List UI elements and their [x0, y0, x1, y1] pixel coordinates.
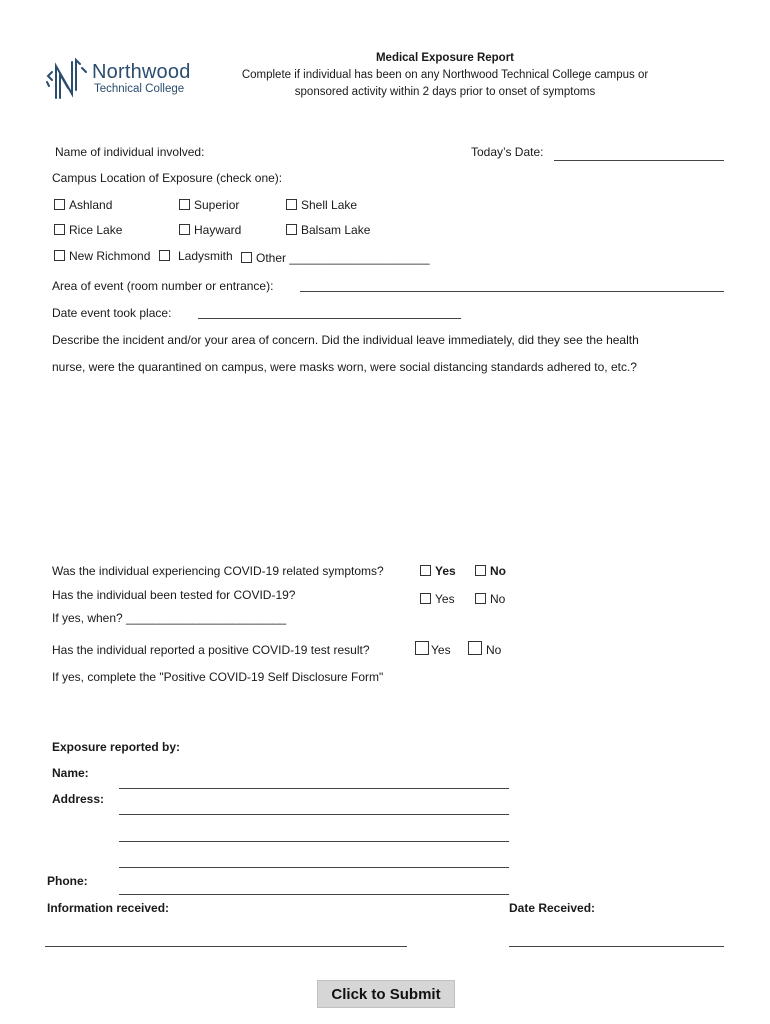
campus-label: Campus Location of Exposure (check one):	[52, 171, 283, 185]
checkbox-superior[interactable]	[179, 199, 190, 210]
checkbox-balsam-lake[interactable]	[286, 224, 297, 235]
area-label: Area of event (room number or entrance):	[52, 279, 274, 293]
tested-question: Has the individual been tested for COVID-19?	[52, 588, 296, 602]
describe-line-1: Describe the incident and/or your area of concern. Did the individual leave immediately, did they see the health	[52, 333, 639, 347]
symptoms-yes[interactable]: Yes	[420, 564, 456, 578]
checkbox-symptoms-no[interactable]	[475, 565, 486, 576]
tested-when-field[interactable]: If yes, when? ________________________	[52, 611, 287, 625]
event-date-label: Date event took place:	[52, 306, 172, 320]
info-received-field[interactable]	[45, 946, 407, 947]
reporter-address-label: Address:	[52, 792, 105, 806]
campus-option-other[interactable]: Other _____________________	[241, 251, 430, 265]
checkbox-positive-no[interactable]	[468, 641, 482, 655]
describe-line-2: nurse, were the quarantined on campus, were masks worn, were social distancing standards adhered to, etc.?	[52, 360, 637, 374]
info-received-label: Information received:	[47, 901, 170, 915]
reporter-address-field-3[interactable]	[119, 867, 509, 868]
area-field[interactable]	[300, 291, 724, 292]
campus-option-hayward[interactable]: Hayward	[179, 223, 241, 237]
checkbox-hayward[interactable]	[179, 224, 190, 235]
positive-yes[interactable]: Yes	[415, 641, 451, 657]
checkbox-shell-lake[interactable]	[286, 199, 297, 210]
todays-date-label: Today’s Date:	[471, 145, 544, 159]
symptoms-question: Was the individual experiencing COVID-19 related symptoms?	[52, 564, 384, 578]
positive-question: Has the individual reported a positive COVID-19 test result?	[52, 643, 370, 657]
page-title: Medical Exposure Report	[375, 52, 515, 64]
checkbox-new-richmond[interactable]	[54, 250, 65, 261]
reported-by-heading: Exposure reported by:	[52, 740, 181, 754]
checkbox-tested-yes[interactable]	[420, 593, 431, 604]
tested-no[interactable]: No	[475, 592, 505, 606]
reporter-name-field[interactable]	[119, 788, 509, 789]
symptoms-no[interactable]: No	[475, 564, 506, 578]
campus-option-balsam-lake[interactable]: Balsam Lake	[286, 223, 370, 237]
reporter-phone-field[interactable]	[119, 894, 509, 895]
description-area[interactable]	[52, 380, 724, 550]
checkbox-symptoms-yes[interactable]	[420, 565, 431, 576]
logo-name: Northwood	[92, 61, 191, 83]
positive-no[interactable]: No	[468, 641, 501, 657]
tested-yes[interactable]: Yes	[420, 592, 455, 606]
logo-subname: Technical College	[94, 83, 185, 95]
date-received-label: Date Received:	[509, 901, 596, 915]
campus-option-rice-lake[interactable]: Rice Lake	[54, 223, 122, 237]
subtitle-line-1: Complete if individual has been on any Northwood Technical College campus or	[241, 69, 649, 81]
campus-option-ashland[interactable]: Ashland	[54, 198, 112, 212]
campus-option-superior[interactable]: Superior	[179, 198, 239, 212]
event-date-field[interactable]	[198, 318, 461, 319]
reporter-address-field-1[interactable]	[119, 814, 509, 815]
checkbox-rice-lake[interactable]	[54, 224, 65, 235]
campus-option-ladysmith[interactable]: Ladysmith	[159, 249, 233, 263]
date-received-field[interactable]	[509, 946, 724, 947]
submit-button[interactable]: Click to Submit	[317, 980, 455, 1008]
checkbox-ladysmith[interactable]	[159, 250, 170, 261]
todays-date-field[interactable]	[554, 160, 724, 161]
checkbox-tested-no[interactable]	[475, 593, 486, 604]
campus-option-new-richmond[interactable]: New Richmond	[54, 249, 150, 263]
reporter-name-label: Name:	[52, 766, 89, 780]
reporter-address-field-2[interactable]	[119, 841, 509, 842]
checkbox-other[interactable]	[241, 252, 252, 263]
name-label: Name of individual involved:	[55, 145, 205, 159]
checkbox-positive-yes[interactable]	[415, 641, 429, 655]
subtitle-line-2: sponsored activity within 2 days prior to onset of symptoms	[294, 86, 596, 98]
complete-form-note: If yes, complete the "Positive COVID-19 Self Disclosure Form"	[52, 670, 384, 684]
campus-option-shell-lake[interactable]: Shell Lake	[286, 198, 357, 212]
reporter-phone-label: Phone:	[47, 874, 88, 888]
checkbox-ashland[interactable]	[54, 199, 65, 210]
